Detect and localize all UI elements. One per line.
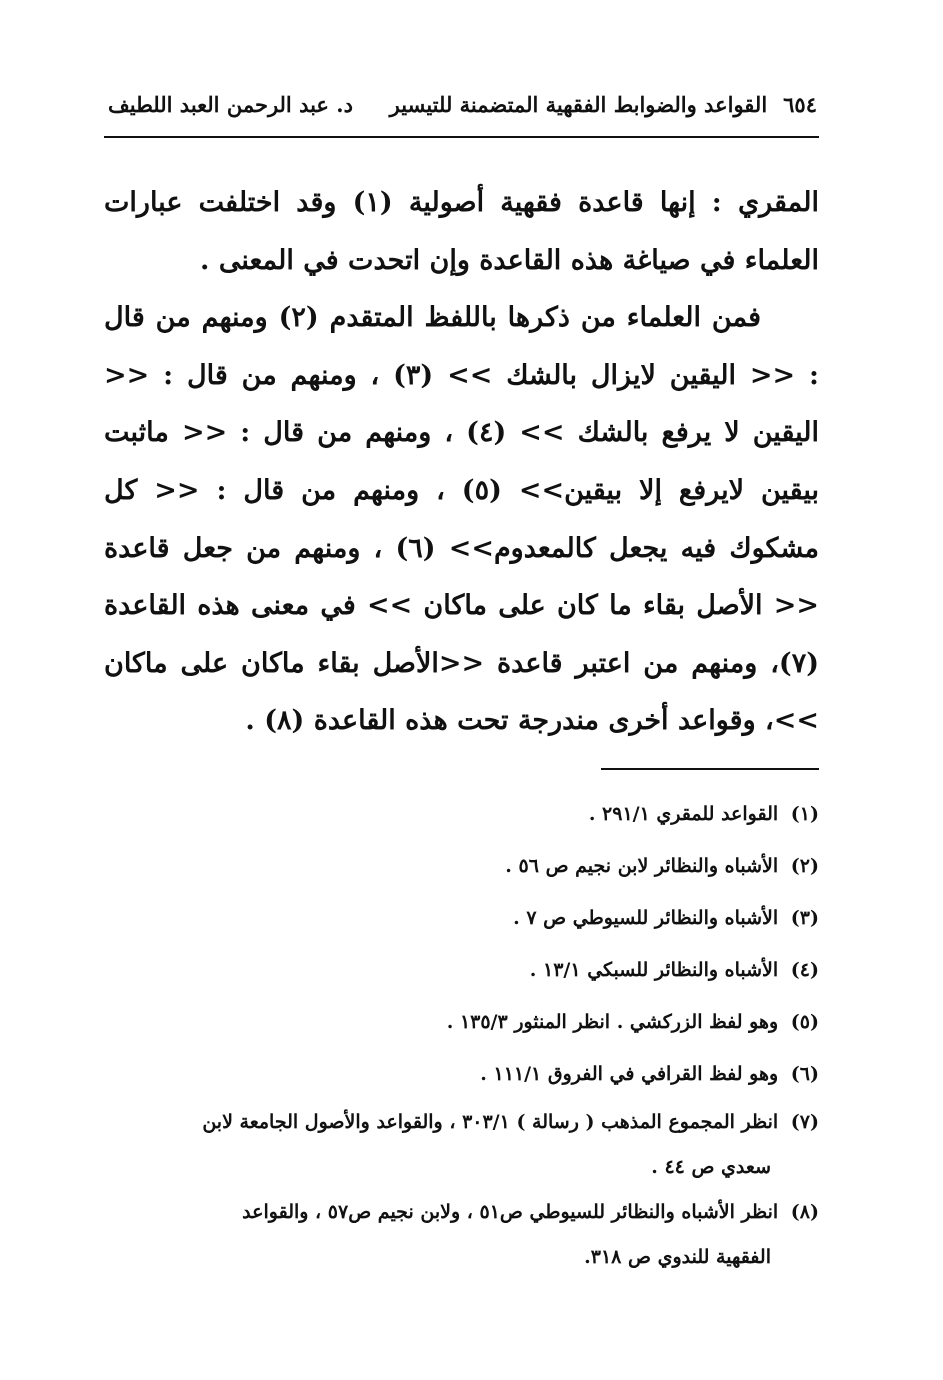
footnote-continuation: سعدي ص ٤٤ .: [651, 1156, 771, 1178]
footnote-2: [108, 840, 819, 892]
footnote-text: وهو لفظ الزركشي . انظر المنثور ١٣٥/٣ .: [446, 1011, 779, 1033]
footnote-text: الأشباه والنظائر للسبكي ١٣/١ .: [529, 959, 779, 981]
footnote-text: وهو لفظ القرافي في الفروق ١١١/١ .: [480, 1063, 779, 1085]
footnotes: [108, 788, 819, 1280]
footnote-3: [108, 892, 819, 944]
page-header: [108, 86, 817, 122]
footnote-1: [108, 788, 819, 840]
footnote-4: [108, 944, 819, 996]
footnote-number: (٤): [790, 959, 819, 981]
footnote-text: انظر الأشباه والنظائر للسيوطي ص٥١ ، ولابن نجيم ص٥٧ ، والقواعد: [242, 1201, 779, 1223]
footnote-5: [108, 996, 819, 1048]
footnote-continuation: الفقهية للندوي ص ٣١٨.: [584, 1246, 771, 1268]
footnote-text: القواعد للمقري ٢٩١/١ .: [588, 803, 779, 825]
book-title: القواعد والضوابط الفقهية المتضمنة للتيسير: [389, 91, 768, 117]
footnote-number: (٦): [790, 1063, 819, 1085]
header-right-group: [390, 92, 817, 117]
page-number: ٦٥٤: [783, 91, 817, 117]
footnote-number: (٣): [790, 907, 819, 929]
footnote-number: (١): [790, 803, 819, 825]
author-name: د. عبد الرحمن العبد اللطيف: [108, 91, 353, 117]
footnote-number: (٧): [790, 1111, 819, 1133]
footnote-text: الأشباه والنظائر لابن نجيم ص ٥٦ .: [505, 855, 779, 877]
footnote-number: (٨): [790, 1201, 819, 1223]
footnote-number: (٢): [790, 855, 819, 877]
footnote-text: انظر المجموع المذهب ( رسالة ) ٣٠٣/١ ، والقواعد والأصول الجامعة لابن: [202, 1111, 779, 1133]
footnote-number: (٥): [790, 1011, 819, 1033]
footnote-divider: [601, 768, 819, 770]
footnote-6: [108, 1048, 819, 1100]
footnote-7: [108, 1100, 819, 1190]
footnote-text: الأشباه والنظائر للسيوطي ص ٧ .: [513, 907, 779, 929]
footnote-8: [108, 1190, 819, 1280]
main-text: [104, 174, 819, 750]
paragraph-1: المقري : إنها قاعدة فقهية أصولية (١) وقد اختلفت عبارات العلماء في صياغة هذه القاعدة وإن اتحدت في المعنى .: [104, 187, 819, 276]
paragraph-2: فمن العلماء من ذكرها باللفظ المتقدم (٢) ومنهم من قال : << اليقين لايزال بالشك >> (٣) ، ومنهم من قال : << اليقين لا يرفع بالشك >> (٤) ، ومنهم من قال : << ماثبت بيقين لايرفع إلا بيقين>> (٥) ، ومنهم من قال : << كل مشكوك فيه يجعل كالمعدوم>> (٦) ، ومنهم من جعل قاعدة << الأصل بقاء ما كان على ماكان >> في معنى هذه القاعدة (٧)، ومنهم من اعتبر قاعدة <<الأصل بقاء ماكان على ماكان >>، وقواعد أخرى مندرجة تحت هذه القاعدة (٨) .: [104, 302, 819, 737]
header-divider: [104, 136, 819, 138]
